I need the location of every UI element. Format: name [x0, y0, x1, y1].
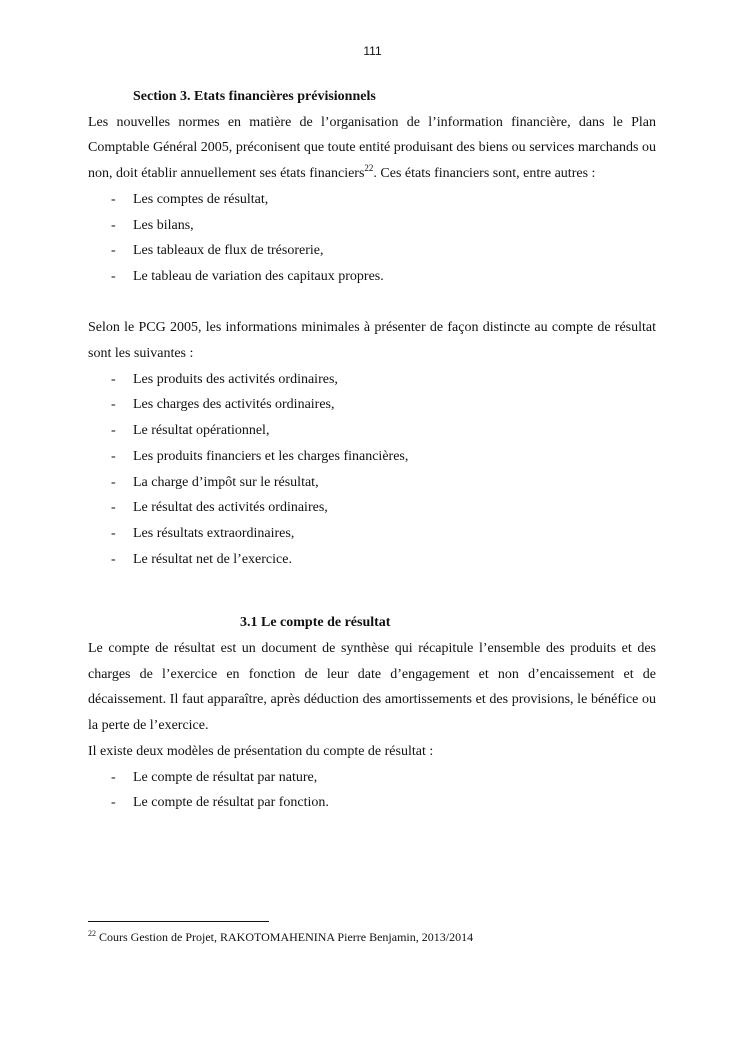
dash-bullet: -	[111, 371, 116, 387]
section-title: Section 3. Etats financières prévisionnels	[133, 89, 376, 104]
list-item-text: Les bilans,	[133, 217, 194, 233]
pcg-paragraph: Selon le PCG 2005, les informations minimales à présenter de façon distincte au compte de résultat sont les suivantes :	[88, 320, 656, 362]
dash-bullet: -	[111, 474, 116, 490]
dash-bullet: -	[111, 448, 116, 464]
spacer	[88, 290, 656, 316]
presentation-models-paragraph: Il existe deux modèles de présentation du compte de résultat :	[88, 743, 434, 759]
list-item	[88, 238, 656, 264]
intro-paragraph	[88, 110, 656, 187]
dash-bullet: -	[111, 243, 116, 259]
list-item-text: Les produits financiers et les charges financières,	[133, 448, 409, 464]
list-item-text: La charge d’impôt sur le résultat,	[133, 474, 319, 490]
dash-bullet: -	[111, 397, 116, 413]
list-item	[88, 547, 656, 573]
list-item-text: Le tableau de variation des capitaux propres.	[133, 268, 384, 284]
list-item	[88, 264, 656, 290]
dash-bullet: -	[111, 500, 116, 516]
footnote	[88, 929, 473, 945]
list-item-text: Les produits des activités ordinaires,	[133, 371, 338, 387]
list-item	[88, 444, 656, 470]
list-item	[88, 470, 656, 496]
list-item	[88, 418, 656, 444]
list-item	[88, 521, 656, 547]
footnote-text: Cours Gestion de Projet, RAKOTOMAHENINA Pierre Benjamin, 2013/2014	[96, 930, 474, 944]
page-number: 111	[363, 44, 382, 58]
footnote-number: 22	[88, 929, 96, 938]
subsection-title: 3.1 Le compte de résultat	[240, 615, 391, 631]
list-item	[88, 790, 656, 816]
dash-bullet: -	[111, 769, 116, 785]
dash-bullet: -	[111, 423, 116, 439]
minimum-information-list	[88, 367, 656, 573]
list-item-text: Le compte de résultat par nature,	[133, 769, 318, 785]
income-statement-paragraph: Le compte de résultat est un document de synthèse qui récapitule l’ensemble des produits et des charges de l’exercice en fonction de leur date d’engagement et non d’encaissement et de décaissement. Il faut apparaître, après déduction des amortissements et des provisions, le bénéfice ou la perte de l’exercice.	[88, 641, 656, 734]
list-item-text: Le résultat net de l’exercice.	[133, 551, 292, 567]
list-item-text: Les comptes de résultat,	[133, 191, 269, 207]
list-item-text: Le résultat opérationnel,	[133, 423, 270, 439]
dash-bullet: -	[111, 551, 116, 567]
dash-bullet: -	[111, 191, 116, 207]
page-body	[88, 84, 656, 816]
list-item-text: Les tableaux de flux de trésorerie,	[133, 243, 324, 259]
footnote-reference[interactable]: 22	[364, 163, 374, 174]
dash-bullet: -	[111, 795, 116, 811]
list-item-text: Le compte de résultat par fonction.	[133, 795, 329, 811]
dash-bullet: -	[111, 525, 116, 541]
list-item	[88, 392, 656, 418]
dash-bullet: -	[111, 268, 116, 284]
intro-text-end: . Ces états financiers sont, entre autres :	[373, 166, 596, 182]
footnote-separator	[88, 921, 269, 922]
list-item	[88, 187, 656, 213]
spacer	[88, 572, 656, 610]
intro-text: Les nouvelles normes en matière de l’organisation de l’information financière, dans le Plan Comptable Général 2005, préconisent que toute entité produisant des biens ou services marchands ou non, doit établir annuellement ses états financiers	[88, 114, 656, 182]
presentation-models-list	[88, 765, 656, 816]
list-item-text: Les charges des activités ordinaires,	[133, 397, 335, 413]
financial-statements-list	[88, 187, 656, 290]
list-item-text: Les résultats extraordinaires,	[133, 525, 295, 541]
dash-bullet: -	[111, 217, 116, 233]
list-item	[88, 765, 656, 791]
list-item	[88, 213, 656, 239]
list-item-text: Le résultat des activités ordinaires,	[133, 500, 328, 516]
list-item	[88, 367, 656, 393]
list-item	[88, 495, 656, 521]
